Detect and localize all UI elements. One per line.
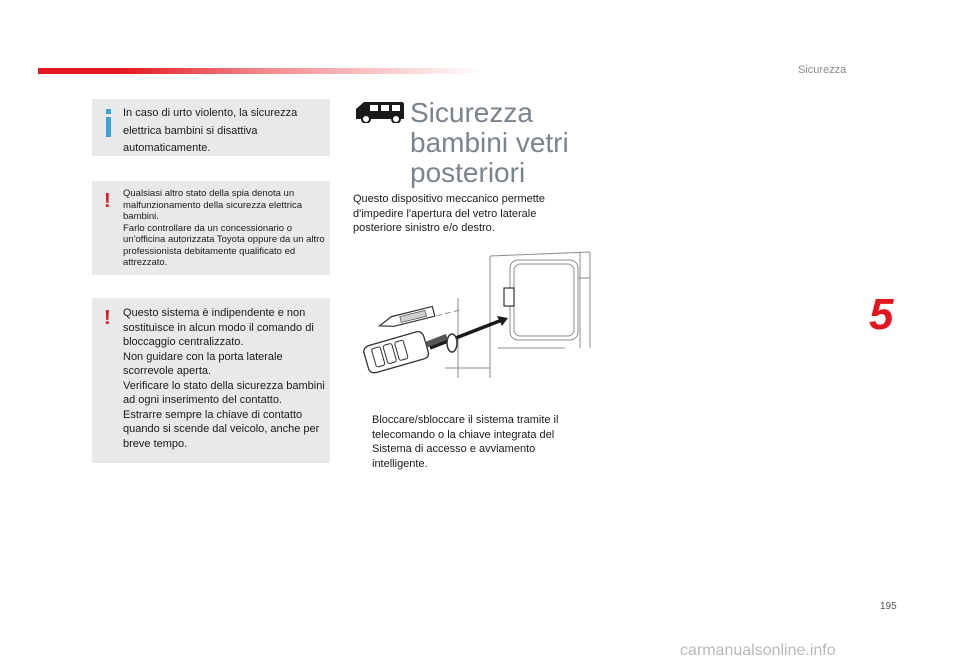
van-icon [354, 99, 406, 123]
info-note [92, 99, 330, 156]
warning-note-text: Questo sistema è indipendente e non sostituisce in alcun modo il comando di bloccaggio centralizzato. Non guidare con la porta laterale scorrevole aperta. Verificare lo stato della sicurezza bambini ad ogni inserimento del contatto. Estrarre sempre la chiave di contatto quando si scende dal veicolo, anche per breve tempo. [123, 307, 325, 450]
warning-note-text: Qualsiasi altro stato della spia denota un malfunzionamento della sicurezza elettrica bambini. Farlo controllare da un concessionario o un'officina autorizzata Toyota oppure da un altro professionista debitamente qualificato ed attrezzato. [123, 188, 325, 268]
window-lock-illustration [350, 248, 595, 383]
warning-note [92, 298, 330, 463]
title-line: posteriori [410, 157, 526, 188]
warning-icon: ! [104, 307, 111, 329]
info-icon-stem [106, 117, 111, 137]
watermark: carmanualsonline.info [680, 642, 836, 659]
warning-icon: ! [104, 190, 111, 212]
bullet-text: Bloccare/sbloccare il sistema tramite il telecomando o la chiave integrata del Sistema di accesso e avviamento intelligente. [372, 414, 559, 470]
page-number: 195 [880, 601, 897, 612]
warning-note [92, 181, 330, 275]
header-accent-bar [38, 68, 482, 74]
title-line: bambini vetri [410, 127, 569, 158]
page-title [410, 98, 569, 188]
intro-paragraph: Questo dispositivo meccanico permette d'impedire l'apertura del vetro laterale posteriore sinistro e/o destro. [353, 193, 545, 234]
title-line: Sicurezza [410, 97, 533, 128]
info-icon [106, 109, 111, 114]
info-note-text: In caso di urto violento, la sicurezza elettrica bambini si disattiva automaticamente. [123, 107, 298, 154]
section-title: Sicurezza [798, 64, 847, 76]
chapter-number: 5 [869, 290, 894, 339]
